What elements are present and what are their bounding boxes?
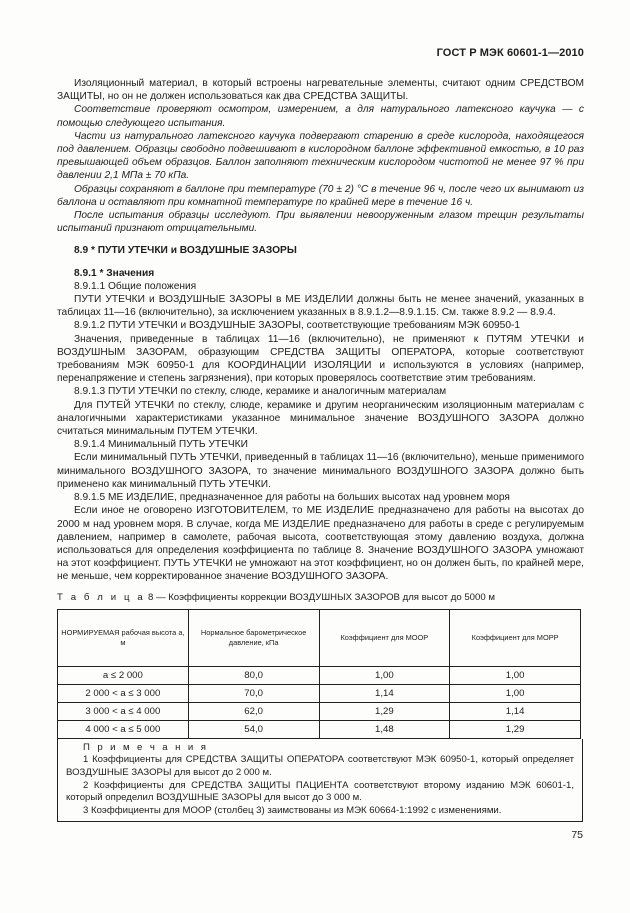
table-note: 3 Коэффициенты для MOOP (столбец 3) заимствованы из МЭК 60664-1:1992 с изменениями. xyxy=(83,804,502,816)
paragraph: Если минимальный ПУТЬ УТЕЧКИ, приведенный в таблицах 11—16 (включительно), меньше применимого минимального ВОЗДУШНОГО ЗАЗОРА, то значение минимального ВОЗДУШНОГО ЗАЗОРА должно быть применено как минимальный ПУТЬ УТЕЧКИ. xyxy=(57,452,584,490)
paragraph-italic: Образцы сохраняют в баллоне при температуре (70 ± 2) °С в течение 96 ч, после чего их вынимают из баллона и оставляют при комнатной температуре по крайней мере в течение 16 ч. xyxy=(57,183,584,208)
column-header-pressure: Нормальное барометрическое давление, кПа xyxy=(188,609,319,666)
table-cell: 1,00 xyxy=(450,684,581,702)
table-cell: 62,0 xyxy=(188,702,319,720)
table-note: 1 Коэффициенты для СРЕДСТВА ЗАЩИТЫ ОПЕРАТОРА соответствуют МЭК 60950-1, который определяет ВОЗДУШНЫЕ ЗАЗОРЫ для высот до 2 000 м. xyxy=(66,754,574,778)
table-row xyxy=(58,666,581,684)
table-row xyxy=(58,720,581,738)
table-caption xyxy=(57,591,584,604)
table-cell: 1,00 xyxy=(450,666,581,684)
paragraph-italic: После испытания образцы исследуют. При выявлении невооруженным глазом трещин результаты испытаний признают отрицательными. xyxy=(57,210,584,235)
clause-title: 8.9.1.2 ПУТИ УТЕЧКИ и ВОЗДУШНЫЕ ЗАЗОРЫ, соответствующие требованиям МЭК 60950-1 xyxy=(74,320,521,332)
paragraph: Значения, приведенные в таблицах 11—16 (включительно), не применяют к ПУТЯМ УТЕЧКИ и ВОЗДУШНЫМ ЗАЗОРАМ, образующим СРЕДСТВА ЗАЩИТЫ ОПЕРАТОРА, которые соответствуют требованиям МЭК 60950-1 для КООРДИНАЦИИ ИЗОЛЯЦИИ и используются в условиях (например, перенапряжение и степень загрязнения), при которых проверялось соответствие этим требованиям. xyxy=(57,333,584,385)
table-cell: 3 000 < a ≤ 4 000 xyxy=(58,702,189,720)
paragraph: Для ПУТЕЙ УТЕЧКИ по стеклу, слюде, керамике и другим неорганическим изоляционным материалам с аналогичными характеристиками указанное минимальное значение ВОЗДУШНОГО ЗАЗОРА должно считаться минимальным ПУТЕМ УТЕЧКИ. xyxy=(57,399,584,438)
table-notes xyxy=(57,739,583,823)
column-header-mopp: Коэффициент для MOPP xyxy=(450,609,581,666)
paragraph: Если иное не оговорено ИЗГОТОВИТЕЛЕМ, то МЕ ИЗДЕЛИЕ предназначено для работы на высотах до 2000 м над уровнем моря. В случае, когда МЕ ИЗДЕЛИЕ предназначено для работы в среде с регулируемым давлением, например в самолете, рабочая высота, соответствующая этому давлению воздуха, должна использоваться для определения коэффициента по таблице 8. Значение ВОЗДУШНОГО ЗАЗОРА умножают на этот коэффициент. ПУТЬ УТЕЧКИ не умножают на этот коэффициент, но он должен быть, по крайней мере, не меньше, чем корректированное значение ВОЗДУШНОГО ЗАЗОРА. xyxy=(57,505,584,583)
table-cell: 1,29 xyxy=(319,702,450,720)
subsection-heading: 8.9.1 * Значения xyxy=(74,267,155,279)
paragraph: ПУТИ УТЕЧКИ и ВОЗДУШНЫЕ ЗАЗОРЫ в МЕ ИЗДЕЛИИ должны быть не менее значений, указанных в таблицах 11—16 (включительно), за исключением указанных в 8.9.1.2—8.9.1.15. См. также 8.9.2 — 8.9.4. xyxy=(57,294,584,319)
table-caption-text: 8 — Коэффициенты коррекции ВОЗДУШНЫХ ЗАЗОРОВ для высот до 5000 м xyxy=(147,591,495,603)
clause-title: 8.9.1.1 Общие положения xyxy=(74,280,197,292)
altitude-correction-table xyxy=(57,609,581,739)
table-note: 2 Коэффициенты для СРЕДСТВА ЗАЩИТЫ ПАЦИЕНТА соответствуют второму изданию МЭК 60601-1, который определил ВОЗДУШНЫЕ ЗАЗОРЫ для высот до 3 000 м. xyxy=(66,779,574,804)
clause-title: 8.9.1.3 ПУТИ УТЕЧКИ по стеклу, слюде, керамике и аналогичным материалам xyxy=(74,386,447,398)
table-row xyxy=(58,684,581,702)
table-row xyxy=(58,702,581,720)
page-number: 75 xyxy=(571,829,583,841)
table-cell: 1,48 xyxy=(319,720,450,738)
clause-title: 8.9.1.5 МЕ ИЗДЕЛИЕ, предназначенное для работы на больших высотах над уровнем моря xyxy=(74,492,510,504)
notes-title: П р и м е ч а н и я xyxy=(83,741,209,753)
table-caption-prefix: Т а б л и ц а xyxy=(57,591,146,603)
page-content xyxy=(57,77,584,822)
table-cell: 80,0 xyxy=(188,666,319,684)
table-cell: 1,14 xyxy=(319,684,450,702)
table-cell: a ≤ 2 000 xyxy=(58,666,189,684)
paragraph-italic: Части из натурального латексного каучука подвергают старению в среде кислорода, находящегося под давлением. Образцы свободно подвешивают в кислородном баллоне эффективной емкостью, в 10 раз превышающей объем образцов. Баллон заполняют техническим кислородом чистотой не менее 97 % при давлении 2,1 МПа ± 70 кПа. xyxy=(57,130,584,182)
table-cell: 1,14 xyxy=(450,702,581,720)
document-header: ГОСТ Р МЭК 60601-1—2010 xyxy=(436,47,584,59)
table-cell: 1,00 xyxy=(319,666,450,684)
table-header-row xyxy=(58,609,581,666)
table-cell: 4 000 < a ≤ 5 000 xyxy=(58,720,189,738)
paragraph: Изоляционный материал, в который встроены нагревательные элементы, считают одним СРЕДСТВОМ ЗАЩИТЫ, но он не должен использоваться как два СРЕДСТВА ЗАЩИТЫ. xyxy=(57,78,584,103)
clause-title: 8.9.1.4 Минимальный ПУТЬ УТЕЧКИ xyxy=(74,439,248,451)
table-cell: 1,29 xyxy=(450,720,581,738)
paragraph-italic: Соответствие проверяют осмотром, измерением, а для натурального латексного каучука — с помощью следующего испытания. xyxy=(57,104,584,129)
column-header-altitude: НОРМИРУЕМАЯ рабочая высота а, м xyxy=(58,609,189,666)
table-cell: 70,0 xyxy=(188,684,319,702)
table-cell: 2 000 < a ≤ 3 000 xyxy=(58,684,189,702)
column-header-moop: Коэффициент для MOOP xyxy=(319,609,450,666)
section-heading: 8.9 * ПУТИ УТЕЧКИ и ВОЗДУШНЫЕ ЗАЗОРЫ xyxy=(74,245,297,257)
table-cell: 54,0 xyxy=(188,720,319,738)
